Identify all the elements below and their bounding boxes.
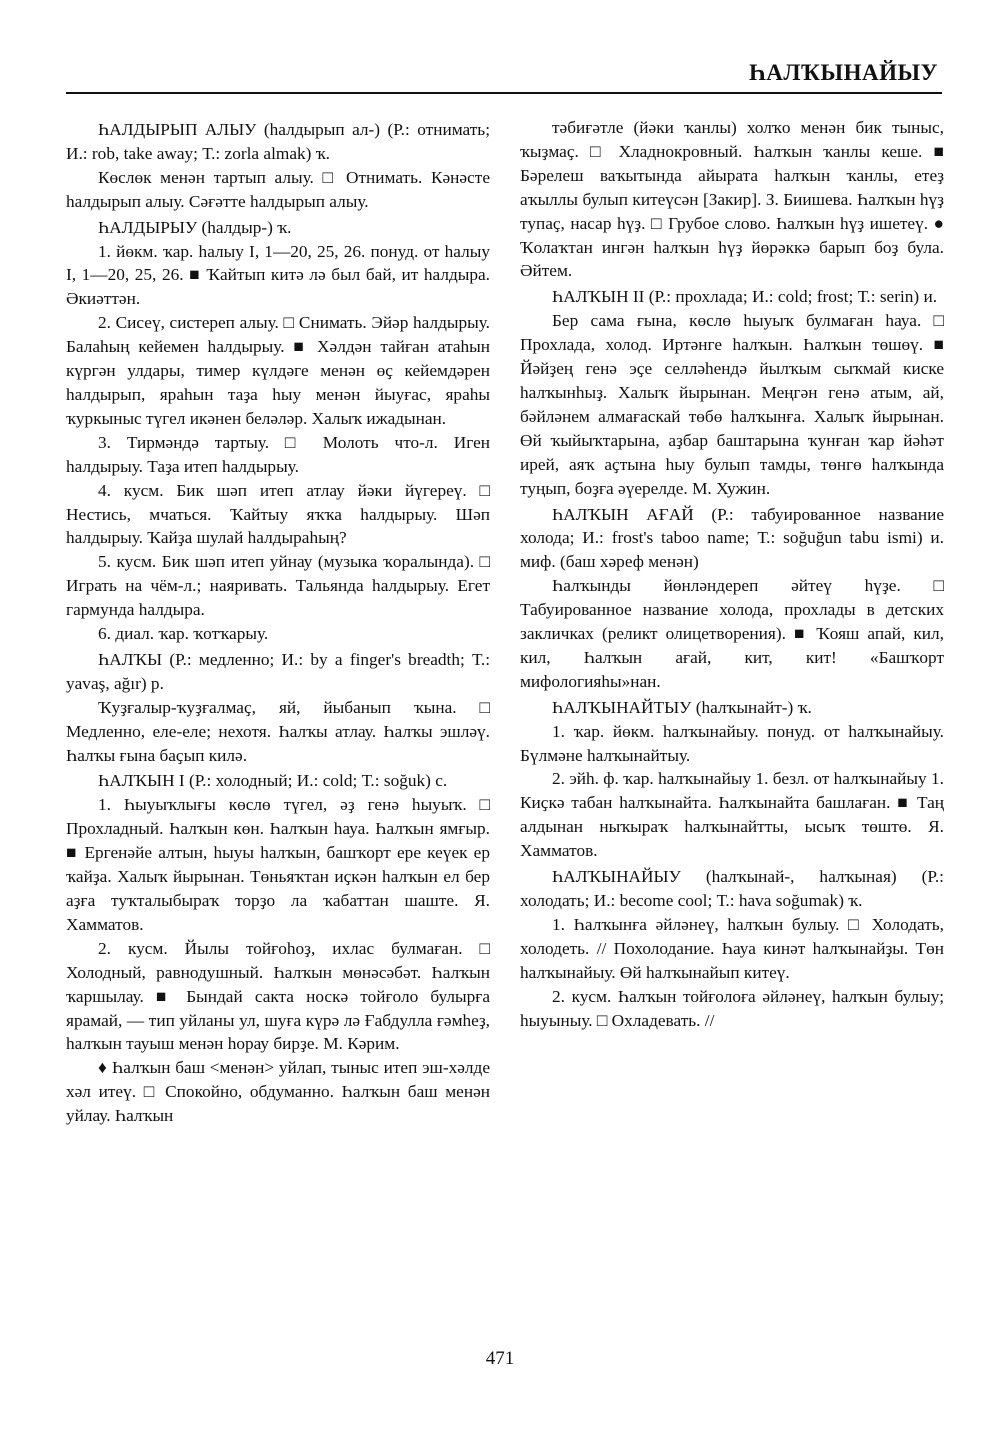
entry-paragraph: 2. кусм. Йылы тойғоһоҙ, ихлас булмаған. □ Холодный, равнодушный. Һалҡын мөнәсәбәт. Һалҡын ҡаршылау. ■ Бындай сакта носкә тойғоло булырға ярамай, — тип уйланы ул, шуға күрә лә Ғабдулла ғәмһеҙ, һалҡын тауыш менән һорау бирҙе. М. Кәрим. [66, 938, 490, 1054]
entry-paragraph: ҺАЛҠЫНАЙТЫУ (һалҡынайт-) ҡ. [552, 697, 812, 717]
entry-paragraph: Ҡуҙғалыр-ҡуҙғалмаҫ, яй, йыбанып ҡына. □ Медленно, еле-еле; нехотя. Һалҡы атлау. Һалҡы эшләү. Һалҡы ғына баҫып килә. [66, 697, 490, 765]
entry-paragraph: 1. Һалҡынға әйләнеү, һалҡын булыу. □ Холодать, холодеть. // Похолодание. Һауа кинәт һалҡынайҙы. Төн һалҡынайыу. Өй һалҡынайып китеү. [520, 914, 944, 982]
entry-paragraph: 1. Һыуыҡлығы көслө түгел, әҙ генә һыуыҡ. □ Прохладный. Һалҡын көн. Һалҡын һауа. Һалҡын ямғыр. ■ Ергенәйе алтын, һыуы һалҡын, башҡорт ере кеүек ер ҡайҙа. Халыҡ йырынан. Төньяҡтан иҫкән һалҡын ел бер аҙға туҡталыбыраҡ торҙо ла ҡабаттан шаште. Я. Хамматов. [66, 795, 490, 934]
entry-paragraph: ҺАЛҠЫНАЙЫУ (һалҡынай-, һалҡыная) (Р.: холодать; И.: become cool; Т.: hava soğumak) ҡ. [520, 867, 944, 910]
entry-paragraph: 1. ҡар. йөкм. һалҡынайыу. понуд. от һалҡынайыу. Бүлмәне һалҡынайтыу. [520, 721, 944, 765]
entry-paragraph: ҺАЛҠЫН АҒАЙ (Р.: табуированное название холода; И.: frost's taboo name; Т.: soğuğun tabu ismi) и. миф. (баш хәреф менән) [520, 504, 944, 572]
entry-paragraph: 3. Тирмәндә тартыу. □ Молоть что-л. Иген һалдырыу. Таҙа итеп һалдырыу. [66, 432, 490, 476]
running-header [66, 58, 942, 94]
entry-paragraph: ҺАЛҠЫН II (Р.: прохлада; И.: cold; frost; Т.: serin) и. [552, 287, 938, 307]
entry-paragraph: тәбиғәтле (йәки ҡанлы) холҡо менән бик тыныс, ҡыҙмаҫ. □ Хладнокровный. Һалҡын ҡанлы кеше. ■ Бәрелеш ваҡытында айырата һалҡын ҡанлы, етеҙ аҡыллы булып китеүсән [Закир]. З. Биишева. Һалҡын һүҙ тупаҫ, насар һүҙ. □ Грубое слово. Һалҡын һүҙ ишетеү. ● Ҡолаҡтан ингән һалҡын һүҙ йөрәккә барып боҙ була. Әйтем. [520, 118, 944, 281]
entry-paragraph: 4. кусм. Бик шәп итеп атлау йәки йүгереү. □ Нестись, мчаться. Ҡайтыу яҡҡа һалдырыу. Шәп һалдырыу. Ҡайҙа шулай һалдыраһың? [66, 480, 490, 548]
entry-paragraph: 2. кусм. Һалҡын тойғолоға әйләнеү, һалҡын булыу; һыуыныу. □ Охладевать. // [520, 986, 944, 1030]
entry-paragraph: 1. йөкм. ҡар. һалыу I, 1—20, 25, 26. понуд. от һалыу I, 1—20, 25, 26. ■ Ҡайтып китә лә был бай, ит һалдыра. Әкиәттән. [66, 241, 490, 309]
entry-paragraph: 2. эйһ. ф. ҡар. һалҡынайыу 1. безл. от һалҡынайыу 1. Киҫкә табан һалҡынайта. Һалҡынайта башлаған. ■ Таң алдынан ныҡыраҡ һалҡынайтты, ысыҡ төштө. Я. Хамматов. [520, 769, 944, 861]
entry-paragraph: ҺАЛДЫРЫУ (һалдыр-) ҡ. [98, 217, 292, 237]
entry-paragraph: Бер сама ғына, көслө һыуыҡ булмаған һауа. □ Прохлада, холод. Иртәнге һалҡын. Һалҡын төшөү. ■ Йәйҙең генә эҫе селләһендә йылҡым сыҡмай киске һалҡынһыҙ. Халыҡ йырынан. Меңгән генә атым, ай, бәйләнем алмағаскай төбө һалҡынға. Халыҡ йырынан. Өй ҡыйыҡтарына, аҙбар баштарына ҡунған ҡар йәһәт ирей, аяҡ аҫтына һыу булып тамды, төнгө һалҡында туңып, боҙға әүерелде. М. Хужин. [520, 311, 944, 498]
entry-paragraph: Көслөк менән тартып алыу. □ Отнимать. Кәнәсте һалдырып алыу. Сәғәтте һалдырып алыу. [66, 167, 490, 211]
entry-paragraph: ҺАЛҠЫН I (Р.: холодный; И.: cold; Т.: soğuk) с. [98, 771, 448, 791]
left-column [66, 116, 490, 1128]
entry-paragraph: 2. Сисеү, систереп алыу. □ Снимать. Эйәр һалдырыу. Балаһың кейемен һалдырыу. ■ Хәлдән тайған атаһын күргән улдары, тимер күлдәге менән өҫ кейемдәрен һалдырып, яраһын таҙа һыу менән йыуғас, яраһы ҡуркыныс түгел икәнен беләләр. Халыҡ ижадынан. [66, 313, 490, 428]
running-header-title: ҺАЛҠЫНАЙЫУ [748, 60, 938, 85]
entry-paragraph: ҺАЛҠЫ (Р.: медленно; И.: by a finger's breadth; Т.: yavaş, ağır) р. [66, 649, 490, 693]
entry-paragraph: Һалҡынды йөнләндереп әйтеү һүҙе. □ Табуированное название холода, прохлады в детских закличках (реликт олицетворения). ■ Ҡояш апай, кил, кил, Һалҡын ағай, кит, кит! «Башҡорт мифологияһы»нан. [520, 576, 944, 691]
entry-paragraph: 6. диал. ҡар. ҡотҡарыу. [98, 624, 269, 644]
entry-paragraph: ♦ Һалҡын баш <менән> уйлап, тыныс итеп эш-хәлде хәл итеү. □ Спокойно, обдуманно. Һалҡын баш менән уйлау. Һалҡын [66, 1058, 490, 1126]
page-number: 471 [485, 1348, 515, 1369]
entry-paragraph: ҺАЛДЫРЫП АЛЫУ (һалдырып ал-) (Р.: отнимать; И.: rob, take away; Т.: zorla almak) ҡ. [66, 120, 490, 163]
entry-paragraph: 5. кусм. Бик шәп итеп уйнау (музыка ҡоралында). □ Играть на чём-л.; наяривать. Тальянда һалдырыу. Егет гармунда һалдыра. [66, 552, 490, 620]
right-column [520, 116, 944, 1032]
